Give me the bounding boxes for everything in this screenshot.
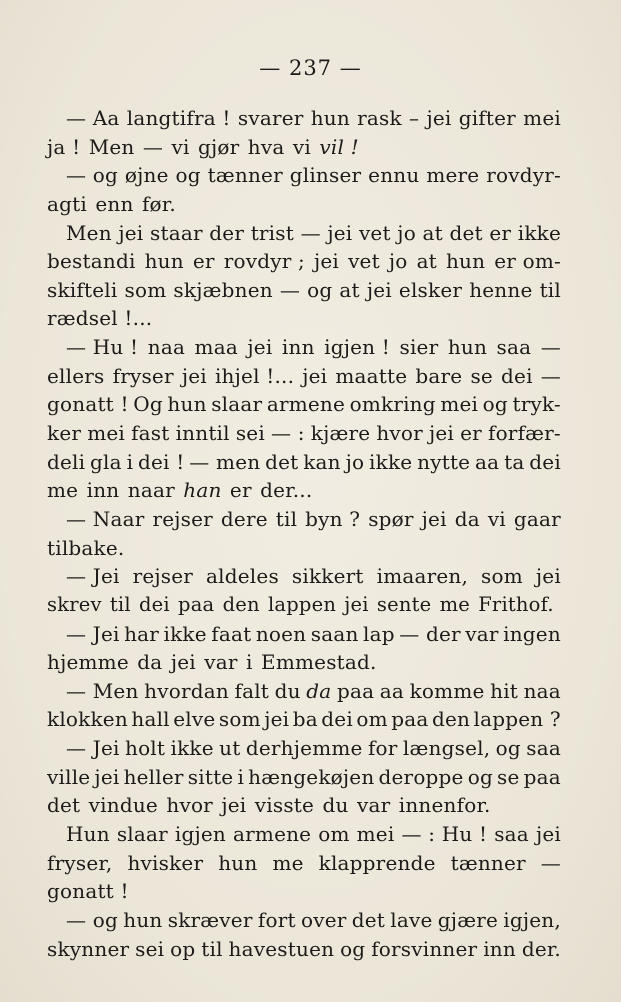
word: der. bbox=[521, 936, 561, 961]
word: hvordan bbox=[144, 678, 229, 703]
word: du bbox=[322, 793, 349, 818]
word: sente bbox=[376, 592, 432, 616]
word: tænner bbox=[450, 850, 526, 875]
word: fryser, bbox=[47, 850, 113, 875]
word: lave bbox=[390, 907, 433, 932]
page-number: — 237 — bbox=[259, 56, 362, 80]
text-line bbox=[47, 362, 561, 391]
word: ingen bbox=[503, 621, 561, 646]
word: visste bbox=[254, 793, 315, 818]
word: langtifra ! bbox=[126, 106, 231, 130]
word: ikke bbox=[163, 621, 207, 646]
word: klapprende bbox=[318, 850, 436, 875]
word: — Naar bbox=[66, 506, 145, 531]
word: — : Hu ! bbox=[401, 822, 488, 847]
word: da bbox=[306, 678, 332, 703]
text-line bbox=[47, 276, 561, 305]
word: mei bbox=[356, 822, 395, 847]
word: lappen bbox=[267, 592, 337, 616]
word: saan bbox=[310, 621, 359, 646]
word: imaaren, bbox=[376, 564, 469, 589]
text-line bbox=[47, 190, 561, 219]
text-line bbox=[47, 304, 561, 333]
word: det bbox=[47, 793, 81, 818]
word: armene bbox=[266, 392, 346, 417]
word: heller bbox=[123, 764, 184, 789]
word: jei bbox=[535, 822, 561, 847]
text-line bbox=[47, 791, 561, 820]
text-line bbox=[47, 448, 561, 477]
text-line bbox=[47, 534, 561, 563]
word: innenfor. bbox=[398, 793, 491, 818]
text-line bbox=[47, 419, 561, 448]
word: ville bbox=[47, 764, 91, 789]
word: tilbake. bbox=[47, 535, 125, 560]
word: jei bbox=[313, 249, 340, 274]
text-line bbox=[47, 877, 561, 906]
word: hun bbox=[445, 249, 486, 274]
word: hængekøjen bbox=[248, 764, 375, 789]
word: var bbox=[465, 621, 499, 646]
word: og bbox=[307, 277, 333, 302]
word: skrev bbox=[47, 592, 102, 616]
word: igjen, bbox=[503, 907, 561, 932]
word: — bbox=[540, 363, 561, 388]
word: jei bbox=[221, 793, 247, 818]
word: paa bbox=[391, 707, 429, 732]
word: — Jei bbox=[66, 621, 120, 646]
word: vi bbox=[171, 134, 190, 159]
word: hun bbox=[144, 249, 184, 274]
word: kan bbox=[303, 449, 341, 474]
word: op bbox=[170, 936, 196, 961]
word: forfær- bbox=[487, 421, 561, 446]
word: dere bbox=[220, 506, 268, 531]
word: hjemme bbox=[47, 650, 129, 675]
word: sei bbox=[135, 936, 165, 961]
word: Hun bbox=[66, 822, 110, 847]
word: skifteli bbox=[47, 277, 118, 302]
word: hit bbox=[490, 678, 519, 703]
word: — bbox=[540, 335, 561, 360]
word: gjør bbox=[198, 134, 240, 159]
word: fryser bbox=[112, 363, 174, 388]
word: — jei bbox=[300, 220, 353, 245]
word: i bbox=[237, 764, 245, 789]
word: sitte bbox=[187, 764, 234, 789]
word: og bbox=[495, 736, 521, 761]
word: ikke bbox=[369, 449, 413, 474]
word: der bbox=[209, 220, 245, 245]
word: var bbox=[204, 650, 238, 675]
word: Og bbox=[133, 392, 163, 417]
word: naa bbox=[523, 678, 561, 703]
word: hvisker bbox=[127, 850, 204, 875]
word: hva bbox=[247, 134, 285, 159]
word: før. bbox=[141, 191, 176, 216]
word: slaar bbox=[211, 392, 263, 417]
word: er om- bbox=[494, 249, 561, 274]
word: det bbox=[265, 449, 299, 474]
word: jei bbox=[264, 707, 290, 732]
text-line bbox=[47, 161, 561, 190]
word: og bbox=[467, 764, 493, 789]
word: rædsel !... bbox=[47, 306, 153, 331]
word: dei bbox=[529, 449, 561, 474]
word: se bbox=[470, 363, 493, 388]
word: sei bbox=[235, 421, 265, 446]
text-line bbox=[47, 104, 561, 133]
word: rovdyr ; bbox=[223, 249, 305, 274]
word: — men bbox=[189, 449, 261, 474]
word: rovdyr- bbox=[486, 163, 561, 188]
word: me bbox=[47, 478, 79, 503]
word: jei bbox=[118, 220, 144, 245]
body-text bbox=[47, 104, 561, 963]
word: jei bbox=[302, 363, 328, 388]
text-line bbox=[47, 648, 561, 677]
word: — Hu ! bbox=[66, 335, 139, 360]
word: længsel, bbox=[402, 736, 491, 761]
word: armene bbox=[233, 822, 312, 847]
word: som bbox=[124, 277, 167, 302]
word: fort bbox=[257, 907, 296, 932]
word: elve bbox=[173, 707, 216, 732]
word: — bbox=[142, 134, 164, 159]
text-line bbox=[47, 620, 561, 649]
word: skræver bbox=[167, 907, 253, 932]
word: – bbox=[409, 106, 420, 130]
word: det bbox=[449, 220, 483, 245]
word: er bbox=[460, 421, 482, 446]
word: hvor bbox=[166, 793, 213, 818]
word: lappen ? bbox=[473, 707, 561, 732]
word: paa bbox=[523, 764, 561, 789]
word: igjen ! bbox=[324, 335, 391, 360]
word: ja ! bbox=[47, 134, 81, 159]
word: saa bbox=[494, 822, 529, 847]
word: Emmestad. bbox=[261, 650, 377, 675]
word: derhjemme bbox=[245, 736, 363, 761]
word: ut bbox=[219, 736, 241, 761]
word: vindue bbox=[88, 793, 158, 818]
word: jei bbox=[94, 764, 120, 789]
word: — Men bbox=[66, 678, 139, 703]
word: er bbox=[489, 220, 512, 245]
word: lap bbox=[363, 621, 395, 646]
word: dei bbox=[321, 707, 353, 732]
word: for bbox=[367, 736, 398, 761]
word: jei bbox=[535, 564, 561, 589]
text-line bbox=[47, 133, 561, 162]
word: jei bbox=[170, 650, 196, 675]
word: henne bbox=[469, 277, 533, 302]
word: hun bbox=[123, 907, 163, 932]
word: igjen bbox=[174, 822, 227, 847]
word: jei bbox=[181, 363, 207, 388]
text-line bbox=[47, 333, 561, 362]
word: til bbox=[275, 506, 298, 531]
word: jei bbox=[247, 335, 273, 360]
word: enn bbox=[95, 191, 134, 216]
text-line bbox=[47, 505, 561, 534]
word: gla bbox=[90, 449, 122, 474]
word: hall bbox=[131, 707, 170, 732]
word: over bbox=[300, 907, 347, 932]
word: bestandi bbox=[47, 249, 136, 274]
word: — Aa bbox=[66, 106, 120, 130]
text-line bbox=[47, 562, 561, 591]
word: ennu bbox=[368, 163, 420, 188]
text-line bbox=[47, 763, 561, 792]
word: er bbox=[229, 478, 252, 503]
word: deli bbox=[47, 449, 86, 474]
word: vi bbox=[292, 134, 312, 159]
word: falt bbox=[234, 678, 270, 703]
word: hun bbox=[447, 335, 488, 360]
word: naa bbox=[147, 335, 186, 360]
word: — og bbox=[66, 163, 119, 188]
word: ta bbox=[504, 449, 525, 474]
word: den bbox=[222, 592, 260, 616]
word: om bbox=[318, 822, 350, 847]
word: dei ! bbox=[138, 449, 185, 474]
word: naar bbox=[127, 478, 175, 503]
word: og bbox=[175, 163, 201, 188]
word: vi bbox=[487, 506, 506, 531]
word: gifter bbox=[458, 106, 516, 130]
word: der... bbox=[260, 478, 313, 503]
word: jei bbox=[429, 421, 455, 446]
word: staar bbox=[150, 220, 203, 245]
word: da bbox=[137, 650, 163, 675]
word: gaar bbox=[513, 506, 561, 531]
word: skynner bbox=[47, 936, 130, 961]
text-line bbox=[47, 476, 561, 505]
word: mei bbox=[87, 421, 125, 446]
word: maa bbox=[194, 335, 238, 360]
word: me bbox=[272, 850, 304, 875]
word: aa bbox=[379, 678, 405, 703]
word: — bbox=[540, 850, 561, 875]
word: me bbox=[439, 592, 471, 616]
word: gonatt ! bbox=[47, 392, 129, 417]
word: at bbox=[422, 220, 443, 245]
word: skjæbnen bbox=[173, 277, 273, 302]
word: ikke bbox=[517, 220, 561, 245]
word: spør bbox=[368, 506, 414, 531]
word: slaar bbox=[116, 822, 168, 847]
word: sier bbox=[399, 335, 439, 360]
word: dei bbox=[501, 363, 533, 388]
word: tryk- bbox=[512, 392, 561, 417]
word: elsker bbox=[398, 277, 463, 302]
word: og bbox=[340, 936, 366, 961]
word: inntil bbox=[175, 421, 230, 446]
word: aldeles bbox=[206, 564, 279, 589]
word: tænner bbox=[207, 163, 283, 188]
word: saa bbox=[526, 736, 561, 761]
word: den bbox=[431, 707, 471, 732]
word: jei bbox=[426, 106, 452, 130]
word: — Jei bbox=[66, 564, 120, 589]
word: i bbox=[246, 650, 253, 675]
word: paa bbox=[336, 678, 375, 703]
word: til bbox=[201, 936, 223, 961]
word: kjære bbox=[310, 421, 371, 446]
word: Frithof. bbox=[478, 592, 554, 616]
word: vet bbox=[348, 249, 380, 274]
word: er bbox=[192, 249, 215, 274]
word: maatte bbox=[335, 363, 408, 388]
word: ihjel !... bbox=[214, 363, 295, 388]
text-line bbox=[47, 247, 561, 276]
text-line bbox=[47, 820, 561, 849]
word: hun bbox=[218, 850, 258, 875]
word: øjne bbox=[124, 163, 169, 188]
word: jei bbox=[421, 506, 447, 531]
text-line bbox=[47, 219, 561, 248]
word: om bbox=[356, 707, 388, 732]
word: sikkert bbox=[291, 564, 364, 589]
word: at bbox=[339, 277, 360, 302]
word: komme bbox=[409, 678, 485, 703]
word: det bbox=[351, 907, 386, 932]
word: til bbox=[109, 592, 131, 616]
text-line bbox=[47, 849, 561, 878]
word: i bbox=[126, 449, 134, 474]
word: dei bbox=[139, 592, 170, 616]
word: rask bbox=[357, 106, 402, 130]
word: havestuen bbox=[228, 936, 335, 961]
word: glinser bbox=[289, 163, 362, 188]
word: fast bbox=[131, 421, 170, 446]
text-line bbox=[47, 935, 561, 964]
text-line bbox=[47, 591, 561, 620]
word: jei bbox=[366, 277, 392, 302]
word: gonatt ! bbox=[47, 879, 129, 904]
word: nytte bbox=[417, 449, 471, 474]
word: hvor bbox=[376, 421, 423, 446]
word: ellers bbox=[47, 363, 105, 388]
word: har bbox=[124, 621, 160, 646]
word: — der bbox=[399, 621, 461, 646]
word: hun bbox=[310, 106, 350, 130]
word: Men bbox=[66, 220, 112, 245]
word: som bbox=[481, 564, 523, 589]
word: byn ? bbox=[305, 506, 361, 531]
word: svarer bbox=[237, 106, 304, 130]
word: deroppe bbox=[378, 764, 464, 789]
word: til bbox=[539, 277, 561, 302]
word: at bbox=[416, 249, 437, 274]
word: han bbox=[183, 478, 222, 503]
word: bare bbox=[415, 363, 463, 388]
word: du bbox=[274, 678, 301, 703]
word: aa bbox=[475, 449, 500, 474]
text-line bbox=[47, 734, 561, 763]
word: omkring bbox=[349, 392, 436, 417]
word: — Jei bbox=[66, 736, 120, 761]
word: — : bbox=[271, 421, 305, 446]
word: ikke bbox=[170, 736, 214, 761]
word: faat bbox=[211, 621, 252, 646]
word: rejser bbox=[152, 506, 213, 531]
word: mei bbox=[440, 392, 479, 417]
word: paa bbox=[178, 592, 215, 616]
word: Men bbox=[88, 134, 135, 159]
word: vet bbox=[358, 220, 391, 245]
word: forsvinner bbox=[371, 936, 478, 961]
word: var bbox=[356, 793, 391, 818]
word: trist bbox=[250, 220, 294, 245]
word: ba bbox=[292, 707, 318, 732]
text-line bbox=[47, 906, 561, 935]
word: se bbox=[497, 764, 520, 789]
word: jo bbox=[397, 220, 416, 245]
word: hun bbox=[167, 392, 207, 417]
word: jo bbox=[388, 249, 408, 274]
word: da bbox=[454, 506, 480, 531]
word: jei bbox=[344, 592, 369, 616]
word: noen bbox=[255, 621, 307, 646]
word: som bbox=[218, 707, 261, 732]
text-line bbox=[47, 705, 561, 734]
word: holt bbox=[124, 736, 166, 761]
word: — og bbox=[66, 907, 119, 932]
word: klokken bbox=[47, 707, 128, 732]
word: saa bbox=[496, 335, 532, 360]
word: ker bbox=[47, 421, 82, 446]
word: jo bbox=[345, 449, 365, 474]
word: inn bbox=[281, 335, 315, 360]
word: og bbox=[482, 392, 508, 417]
text-line bbox=[47, 677, 561, 706]
word: rejser bbox=[132, 564, 194, 589]
text-line bbox=[47, 390, 561, 419]
word: — bbox=[279, 277, 301, 302]
word: agti bbox=[47, 191, 87, 216]
word: vil ! bbox=[319, 134, 359, 159]
word: mei bbox=[523, 106, 561, 130]
word: mere bbox=[426, 163, 480, 188]
word: inn bbox=[483, 936, 516, 961]
word: inn bbox=[86, 478, 120, 503]
word: gjære bbox=[437, 907, 498, 932]
